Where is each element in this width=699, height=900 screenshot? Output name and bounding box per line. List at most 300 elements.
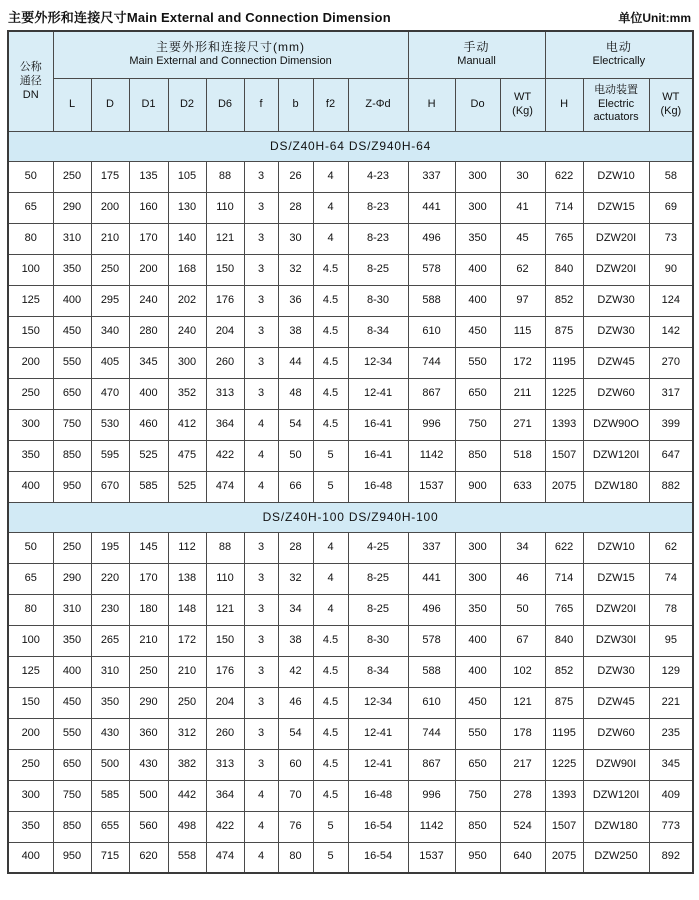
value-cell: 28	[278, 532, 313, 563]
value-cell: 750	[53, 780, 91, 811]
title-bar	[7, 5, 692, 30]
value-cell: 4	[244, 471, 278, 502]
value-cell: 765	[545, 223, 583, 254]
value-cell: 750	[53, 409, 91, 440]
value-cell: 3	[244, 254, 278, 285]
value-cell: 850	[455, 811, 500, 842]
col-header-b: b	[278, 78, 313, 131]
value-cell: 850	[53, 440, 91, 471]
value-cell: 360	[129, 718, 168, 749]
value-cell: 530	[91, 409, 129, 440]
col-header-H-electric: H	[545, 78, 583, 131]
value-cell: 28	[278, 192, 313, 223]
value-cell: 4.5	[313, 316, 348, 347]
dn-cell: 65	[8, 192, 53, 223]
value-cell: 102	[500, 656, 545, 687]
value-cell: 95	[649, 625, 693, 656]
table-row	[8, 254, 693, 285]
value-cell: 240	[129, 285, 168, 316]
value-cell: 550	[53, 347, 91, 378]
value-cell: 882	[649, 471, 693, 502]
table-row	[8, 656, 693, 687]
value-cell: DZW15	[583, 563, 649, 594]
table-row	[8, 718, 693, 749]
table-row	[8, 687, 693, 718]
value-cell: 610	[408, 687, 455, 718]
value-cell: DZW120I	[583, 780, 649, 811]
value-cell: 350	[455, 223, 500, 254]
value-cell: 1537	[408, 471, 455, 502]
value-cell: 1507	[545, 440, 583, 471]
value-cell: 950	[455, 842, 500, 873]
value-cell: DZW180	[583, 471, 649, 502]
value-cell: 170	[129, 223, 168, 254]
value-cell: 62	[500, 254, 545, 285]
value-cell: 16-48	[348, 780, 408, 811]
value-cell: 300	[455, 192, 500, 223]
value-cell: 180	[129, 594, 168, 625]
value-cell: 76	[278, 811, 313, 842]
page-title	[8, 7, 391, 26]
value-cell: 714	[545, 563, 583, 594]
value-cell: 8-23	[348, 192, 408, 223]
value-cell: 633	[500, 471, 545, 502]
value-cell: 58	[649, 161, 693, 192]
value-cell: 1142	[408, 811, 455, 842]
dn-cell: 350	[8, 811, 53, 842]
value-cell: 250	[91, 254, 129, 285]
value-cell: 400	[455, 285, 500, 316]
dn-cell: 200	[8, 718, 53, 749]
value-cell: DZW120I	[583, 440, 649, 471]
value-cell: 5	[313, 440, 348, 471]
value-cell: 474	[206, 471, 244, 502]
section-band: DS/Z40H-100 DS/Z940H-100	[8, 502, 693, 532]
value-cell: 217	[500, 749, 545, 780]
value-cell: 350	[455, 594, 500, 625]
value-cell: 250	[168, 687, 206, 718]
value-cell: 655	[91, 811, 129, 842]
value-cell: 400	[129, 378, 168, 409]
value-cell: 148	[168, 594, 206, 625]
value-cell: 16-54	[348, 811, 408, 842]
value-cell: 622	[545, 161, 583, 192]
value-cell: 4	[244, 440, 278, 471]
value-cell: 130	[168, 192, 206, 223]
value-cell: 422	[206, 440, 244, 471]
value-cell: 178	[500, 718, 545, 749]
value-cell: 38	[278, 316, 313, 347]
value-cell: 1195	[545, 347, 583, 378]
value-cell: 60	[278, 749, 313, 780]
value-cell: DZW250	[583, 842, 649, 873]
manual-label-en: Manuall	[457, 55, 496, 68]
value-cell: 5	[313, 811, 348, 842]
value-cell: 271	[500, 409, 545, 440]
value-cell: 12-41	[348, 718, 408, 749]
col-header-f2: f2	[313, 78, 348, 131]
value-cell: 121	[500, 687, 545, 718]
value-cell: 38	[278, 625, 313, 656]
value-cell: 996	[408, 780, 455, 811]
value-cell: 129	[649, 656, 693, 687]
value-cell: DZW20I	[583, 223, 649, 254]
value-cell: 62	[649, 532, 693, 563]
value-cell: 12-41	[348, 749, 408, 780]
value-cell: 8-30	[348, 625, 408, 656]
value-cell: 647	[649, 440, 693, 471]
group-header-main-dimensions	[53, 31, 408, 78]
value-cell: 4	[313, 223, 348, 254]
table-row	[8, 378, 693, 409]
value-cell: 4	[313, 563, 348, 594]
value-cell: 30	[500, 161, 545, 192]
value-cell: 867	[408, 378, 455, 409]
value-cell: 350	[91, 687, 129, 718]
value-cell: 202	[168, 285, 206, 316]
col-header-Zd: Z-Φd	[348, 78, 408, 131]
value-cell: 595	[91, 440, 129, 471]
value-cell: 337	[408, 532, 455, 563]
value-cell: 560	[129, 811, 168, 842]
value-cell: 350	[53, 254, 91, 285]
value-cell: 852	[545, 656, 583, 687]
value-cell: 210	[91, 223, 129, 254]
value-cell: 204	[206, 316, 244, 347]
value-cell: 470	[91, 378, 129, 409]
value-cell: 588	[408, 285, 455, 316]
value-cell: 250	[53, 161, 91, 192]
value-cell: 313	[206, 378, 244, 409]
value-cell: 8-34	[348, 656, 408, 687]
value-cell: 32	[278, 563, 313, 594]
value-cell: 210	[168, 656, 206, 687]
value-cell: 175	[91, 161, 129, 192]
value-cell: 364	[206, 409, 244, 440]
value-cell: 840	[545, 254, 583, 285]
wt-manual-line2: (Kg)	[512, 104, 533, 117]
value-cell: 3	[244, 347, 278, 378]
value-cell: 744	[408, 347, 455, 378]
value-cell: 34	[278, 594, 313, 625]
value-cell: 135	[129, 161, 168, 192]
value-cell: 3	[244, 594, 278, 625]
dimension-table	[7, 30, 694, 874]
value-cell: 140	[168, 223, 206, 254]
value-cell: 5	[313, 842, 348, 873]
value-cell: 340	[91, 316, 129, 347]
value-cell: 4.5	[313, 749, 348, 780]
value-cell: 450	[53, 687, 91, 718]
page-title-en: Main External and Connection Dimension	[126, 10, 391, 25]
dn-cell: 65	[8, 563, 53, 594]
value-cell: 3	[244, 378, 278, 409]
table-row	[8, 471, 693, 502]
value-cell: 8-30	[348, 285, 408, 316]
value-cell: 892	[649, 842, 693, 873]
value-cell: DZW45	[583, 687, 649, 718]
col-header-D6: D6	[206, 78, 244, 131]
dn-cell: 150	[8, 687, 53, 718]
value-cell: 138	[168, 563, 206, 594]
value-cell: 46	[500, 563, 545, 594]
value-cell: 852	[545, 285, 583, 316]
value-cell: 422	[206, 811, 244, 842]
value-cell: 585	[129, 471, 168, 502]
value-cell: 450	[53, 316, 91, 347]
value-cell: 88	[206, 532, 244, 563]
value-cell: 474	[206, 842, 244, 873]
value-cell: 3	[244, 285, 278, 316]
value-cell: DZW30	[583, 316, 649, 347]
value-cell: 550	[53, 718, 91, 749]
value-cell: 195	[91, 532, 129, 563]
value-cell: 875	[545, 316, 583, 347]
col-header-D2: D2	[168, 78, 206, 131]
dn-cell: 250	[8, 378, 53, 409]
dn-label-zh1: 公称	[19, 60, 42, 73]
value-cell: DZW20I	[583, 594, 649, 625]
value-cell: 50	[278, 440, 313, 471]
value-cell: 3	[244, 192, 278, 223]
value-cell: 1225	[545, 378, 583, 409]
value-cell: 12-41	[348, 378, 408, 409]
dn-cell: 250	[8, 749, 53, 780]
value-cell: 310	[91, 656, 129, 687]
value-cell: 498	[168, 811, 206, 842]
value-cell: 610	[408, 316, 455, 347]
value-cell: 405	[91, 347, 129, 378]
value-cell: 160	[129, 192, 168, 223]
value-cell: 44	[278, 347, 313, 378]
value-cell: 290	[53, 563, 91, 594]
value-cell: 3	[244, 749, 278, 780]
col-header-L: L	[53, 78, 91, 131]
value-cell: 295	[91, 285, 129, 316]
value-cell: 400	[455, 656, 500, 687]
value-cell: 4.5	[313, 378, 348, 409]
dn-label-en: DN	[22, 89, 39, 102]
value-cell: 578	[408, 625, 455, 656]
value-cell: 400	[455, 625, 500, 656]
value-cell: 200	[129, 254, 168, 285]
value-cell: 8-25	[348, 254, 408, 285]
value-cell: 260	[206, 718, 244, 749]
value-cell: 588	[408, 656, 455, 687]
value-cell: 30	[278, 223, 313, 254]
value-cell: 310	[53, 223, 91, 254]
value-cell: DZW45	[583, 347, 649, 378]
value-cell: 67	[500, 625, 545, 656]
value-cell: 220	[91, 563, 129, 594]
table-header	[8, 31, 693, 131]
col-header-H-manual: H	[408, 78, 455, 131]
value-cell: 3	[244, 161, 278, 192]
actuator-label-zh: 电动装置	[594, 83, 639, 96]
value-cell: 300	[168, 347, 206, 378]
value-cell: 875	[545, 687, 583, 718]
value-cell: 4.5	[313, 285, 348, 316]
value-cell: 211	[500, 378, 545, 409]
value-cell: 850	[53, 811, 91, 842]
dn-cell: 100	[8, 625, 53, 656]
value-cell: 3	[244, 316, 278, 347]
value-cell: 4-23	[348, 161, 408, 192]
value-cell: 4	[313, 192, 348, 223]
value-cell: 16-48	[348, 471, 408, 502]
col-header-wt-electric	[649, 78, 693, 131]
value-cell: 345	[129, 347, 168, 378]
value-cell: 640	[500, 842, 545, 873]
value-cell: DZW10	[583, 532, 649, 563]
value-cell: 8-34	[348, 316, 408, 347]
value-cell: 4.5	[313, 687, 348, 718]
electric-label-zh: 电动	[605, 40, 632, 55]
value-cell: 16-41	[348, 409, 408, 440]
value-cell: 121	[206, 594, 244, 625]
value-cell: 3	[244, 625, 278, 656]
value-cell: 4.5	[313, 656, 348, 687]
value-cell: 312	[168, 718, 206, 749]
dn-cell: 350	[8, 440, 53, 471]
value-cell: 70	[278, 780, 313, 811]
value-cell: 50	[500, 594, 545, 625]
value-cell: 441	[408, 563, 455, 594]
main-group-label-en: Main External and Connection Dimension	[129, 55, 332, 68]
value-cell: 110	[206, 192, 244, 223]
value-cell: 105	[168, 161, 206, 192]
value-cell: 210	[129, 625, 168, 656]
value-cell: 145	[129, 532, 168, 563]
col-header-f: f	[244, 78, 278, 131]
value-cell: 74	[649, 563, 693, 594]
value-cell: 950	[53, 471, 91, 502]
value-cell: 278	[500, 780, 545, 811]
value-cell: 400	[455, 254, 500, 285]
value-cell: 97	[500, 285, 545, 316]
value-cell: 230	[91, 594, 129, 625]
value-cell: 54	[278, 409, 313, 440]
value-cell: 750	[455, 780, 500, 811]
col-header-wt-manual	[500, 78, 545, 131]
value-cell: 121	[206, 223, 244, 254]
value-cell: 650	[455, 378, 500, 409]
actuator-label-en1: Electric	[598, 97, 635, 110]
value-cell: 4.5	[313, 347, 348, 378]
value-cell: 500	[91, 749, 129, 780]
value-cell: 441	[408, 192, 455, 223]
value-cell: 996	[408, 409, 455, 440]
value-cell: 48	[278, 378, 313, 409]
value-cell: 4	[313, 532, 348, 563]
table-row	[8, 749, 693, 780]
value-cell: 518	[500, 440, 545, 471]
value-cell: 550	[455, 718, 500, 749]
value-cell: 88	[206, 161, 244, 192]
value-cell: 265	[91, 625, 129, 656]
value-cell: 350	[53, 625, 91, 656]
dn-cell: 80	[8, 223, 53, 254]
value-cell: 773	[649, 811, 693, 842]
value-cell: 172	[168, 625, 206, 656]
value-cell: 317	[649, 378, 693, 409]
value-cell: 2075	[545, 471, 583, 502]
table-row	[8, 780, 693, 811]
value-cell: 150	[206, 625, 244, 656]
table-row	[8, 316, 693, 347]
value-cell: 4	[244, 780, 278, 811]
value-cell: 45	[500, 223, 545, 254]
value-cell: 172	[500, 347, 545, 378]
value-cell: 500	[129, 780, 168, 811]
value-cell: 524	[500, 811, 545, 842]
value-cell: 4.5	[313, 409, 348, 440]
unit-label: 单位Unit:mm	[618, 11, 691, 25]
table-row	[8, 223, 693, 254]
table-row	[8, 285, 693, 316]
value-cell: 900	[455, 471, 500, 502]
value-cell: 12-34	[348, 687, 408, 718]
manual-label-zh: 手动	[463, 40, 490, 55]
value-cell: 1195	[545, 718, 583, 749]
value-cell: 4-25	[348, 532, 408, 563]
value-cell: 525	[168, 471, 206, 502]
value-cell: 3	[244, 656, 278, 687]
value-cell: 620	[129, 842, 168, 873]
value-cell: 8-25	[348, 563, 408, 594]
value-cell: 42	[278, 656, 313, 687]
table-row	[8, 563, 693, 594]
electric-label-en: Electrically	[592, 55, 646, 68]
value-cell: 496	[408, 594, 455, 625]
col-header-D1: D1	[129, 78, 168, 131]
dn-cell: 300	[8, 409, 53, 440]
section-band: DS/Z40H-64 DS/Z940H-64	[8, 131, 693, 161]
value-cell: DZW30	[583, 656, 649, 687]
table-row	[8, 842, 693, 873]
value-cell: 240	[168, 316, 206, 347]
value-cell: 36	[278, 285, 313, 316]
dn-cell: 100	[8, 254, 53, 285]
value-cell: 41	[500, 192, 545, 223]
value-cell: 12-34	[348, 347, 408, 378]
value-cell: 260	[206, 347, 244, 378]
value-cell: 950	[53, 842, 91, 873]
value-cell: 80	[278, 842, 313, 873]
value-cell: 3	[244, 563, 278, 594]
value-cell: 382	[168, 749, 206, 780]
dn-label-zh2: 通径	[19, 75, 42, 88]
value-cell: 4	[244, 842, 278, 873]
value-cell: 200	[91, 192, 129, 223]
value-cell: 840	[545, 625, 583, 656]
value-cell: 400	[53, 285, 91, 316]
value-cell: 670	[91, 471, 129, 502]
dn-cell: 400	[8, 842, 53, 873]
value-cell: 460	[129, 409, 168, 440]
value-cell: 16-54	[348, 842, 408, 873]
value-cell: 290	[53, 192, 91, 223]
value-cell: 250	[129, 656, 168, 687]
value-cell: 622	[545, 532, 583, 563]
value-cell: 714	[545, 192, 583, 223]
value-cell: 270	[649, 347, 693, 378]
value-cell: 78	[649, 594, 693, 625]
value-cell: 475	[168, 440, 206, 471]
value-cell: 26	[278, 161, 313, 192]
table-row	[8, 192, 693, 223]
value-cell: 112	[168, 532, 206, 563]
